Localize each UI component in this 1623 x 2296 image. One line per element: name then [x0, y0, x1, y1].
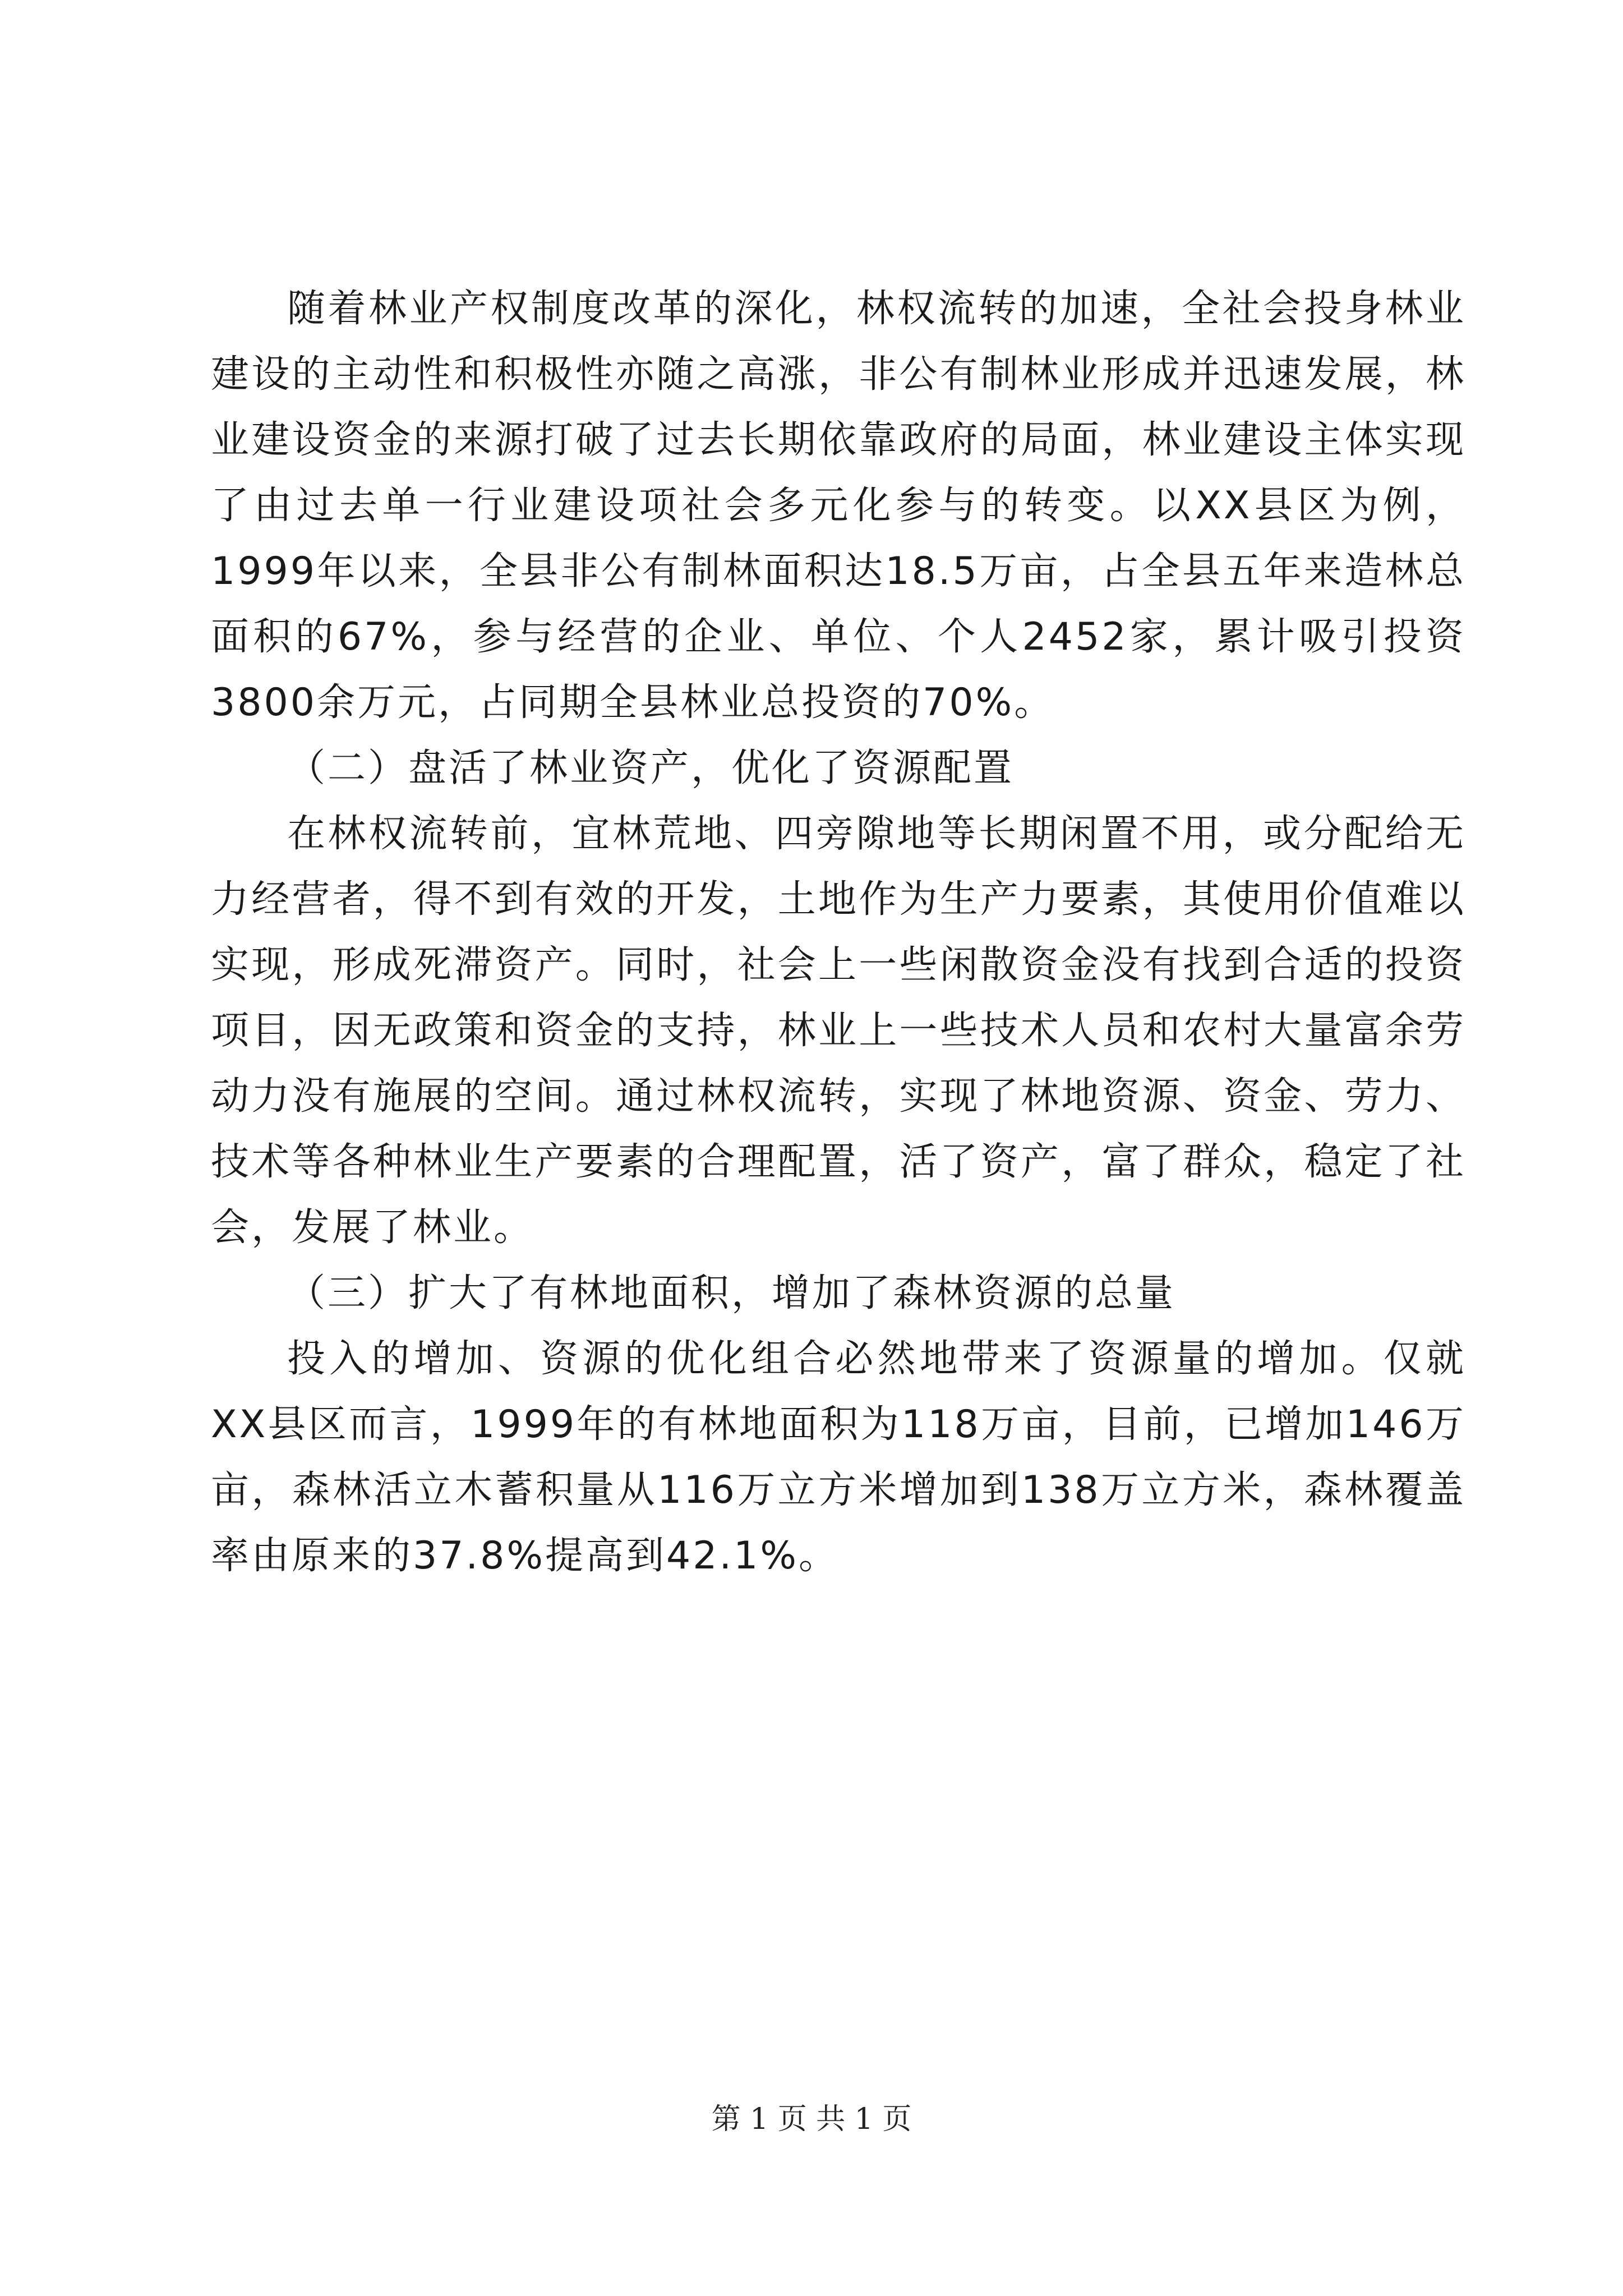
paragraph-forest-area: 投入的增加、资源的优化组合必然地带来了资源量的增加。仅就XX县区而言，1999年的有林地面积为118万亩，目前，已增加146万亩，森林活立木蓄积量从116万立方米增加到138万立方米，森林覆盖率由原来的37.8%提高到42.1%。 [211, 1337, 1466, 1578]
section-heading-2: （二）盘活了林业资产，优化了资源配置 [287, 746, 1015, 790]
paragraph-investment: 随着林业产权制度改革的深化，林权流转的加速，全社会投身林业建设的主动性和积极性亦随之高涨，非公有制林业形成并迅速发展，林业建设资金的来源打破了过去长期依靠政府的局面，林业建设主体实现了由过去单一行业建设项社会多元化参与的转变。以XX县区为例，1999年以来，全县非公有制林面积达18.5万亩，占全县五年来造林总面积的67%，参与经营的企业、单位、个人2452家，累计吸引投资3800余万元，占同期全县林业总投资的70%。 [211, 287, 1466, 725]
section-heading-3: （三）扩大了有林地面积，增加了森林资源的总量 [287, 1271, 1176, 1315]
document-body [211, 276, 1466, 1589]
paragraph-assets: 在林权流转前，宜林荒地、四旁隙地等长期闲置不用，或分配给无力经营者，得不到有效的开发，土地作为生产力要素，其使用价值难以实现，形成死滞资产。同时，社会上一些闲散资金没有找到合适的投资项目，因无政策和资金的支持，林业上一些技术人员和农村大量富余劳动力没有施展的空间。通过林权流转，实现了林地资源、资金、劳力、技术等各种林业生产要素的合理配置，活了资产，富了群众，稳定了社会，发展了林业。 [211, 812, 1466, 1250]
page-footer: 第 1 页 共 1 页 [711, 2102, 912, 2136]
